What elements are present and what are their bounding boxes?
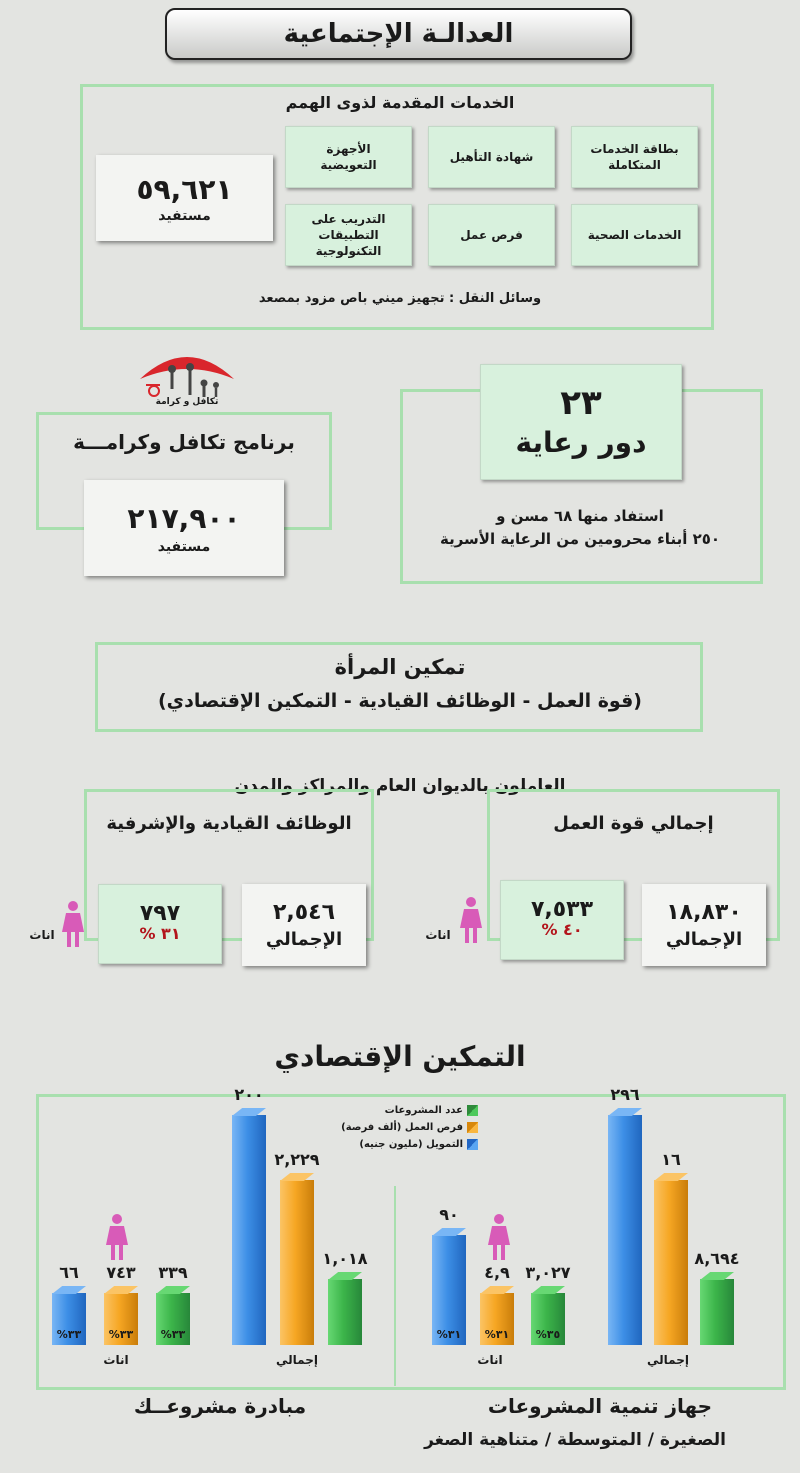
leadership-female-value: ٧٩٧ — [139, 901, 181, 926]
workforce-female-icon — [458, 896, 484, 944]
title-banner — [165, 8, 632, 60]
service-tech-training: التدريب على التطبيقات التكنولوجية — [285, 204, 412, 266]
bar-total-series-1 — [280, 1180, 314, 1345]
bar-face — [280, 1180, 314, 1345]
takaful-logo — [132, 345, 242, 413]
takaful-logo-text: تكافل و كرامة — [155, 397, 219, 407]
leadership-title: الوظائف القيادية والإشرفية — [106, 813, 352, 834]
transport-note: وسائل النقل : تجهيز ميني باص مزود بمصعد — [258, 291, 542, 306]
bar-face — [232, 1115, 266, 1345]
bar-female-pct: ٣٣% — [56, 1328, 82, 1341]
bar-total-series-2 — [608, 1115, 642, 1345]
services-beneficiaries-label: مستفيد — [158, 207, 211, 224]
chart-msme-female-icon — [486, 1212, 512, 1262]
workforce-female-box — [500, 880, 624, 960]
bar-value-label: ٦٦ — [59, 1263, 79, 1282]
women-subheading: (قوة العمل - الوظائف القيادية - التمكين الإقتصادي) — [158, 690, 642, 712]
bar-female-pct: ٣١% — [484, 1328, 510, 1341]
bar-value-label: ٢,٢٢٩ — [274, 1150, 320, 1169]
bar-female-series-0 — [156, 1293, 190, 1345]
takaful-program-label: برنامج تكافل وكرامـــة — [73, 430, 295, 454]
workforce-title: إجمالي قوة العمل — [553, 813, 714, 834]
bar-value-label: ٣,٠٢٧ — [525, 1263, 571, 1282]
workforce-female-label: اناث — [425, 928, 451, 942]
bar-female-pct: ٣٣% — [160, 1328, 186, 1341]
women-heading: تمكين المرأة — [334, 655, 466, 679]
category-label-0: إجمالي — [647, 1353, 689, 1367]
bar-female-pct: ٣٥% — [535, 1328, 561, 1341]
chart-mashrouak-title: مبادرة مشروعــك — [133, 1394, 307, 1418]
bar-value-label: ٣٣٩ — [158, 1263, 188, 1282]
bar-female-series-2 — [52, 1293, 86, 1345]
workforce-total-box — [642, 884, 766, 966]
chart-msme-subtitle: الصغيرة / المتوسطة / متناهية الصغر — [424, 1430, 726, 1450]
workers-caption: العاملون بالديوان العام والمراكز والمدن — [234, 776, 566, 796]
bar-face — [700, 1279, 734, 1345]
category-label-1: اناث — [103, 1353, 129, 1367]
leadership-total-box — [242, 884, 366, 966]
service-rehab-certificate: شهادة التأهيل — [428, 126, 555, 188]
chart-msme-agency — [400, 1085, 780, 1385]
workforce-female-pct: ٤٠ % — [541, 920, 583, 939]
takaful-value-label: مستفيد — [157, 538, 211, 555]
bar-value-label: ١٦ — [661, 1150, 681, 1169]
bar-female-pct: ٣٣% — [108, 1328, 134, 1341]
bar-face — [328, 1279, 362, 1345]
legend-item-jobs: فرص العمل (ألف فرصة) — [318, 1119, 478, 1136]
care-note-line2: ٢٥٠ أبناء محرومين من الرعاية الأسرية — [439, 530, 721, 548]
takaful-value: ٢١٧,٩٠٠ — [127, 501, 241, 535]
care-count: ٢٣ — [560, 383, 602, 423]
bar-total-series-0 — [700, 1279, 734, 1345]
chart-mashrouak-female-icon — [104, 1212, 130, 1262]
legend-item-projects: عدد المشروعات — [318, 1102, 478, 1119]
bar-value-label: ٧٤٣ — [106, 1263, 136, 1282]
bar-female-series-2 — [432, 1235, 466, 1345]
bar-value-label: ٩٠ — [439, 1205, 459, 1224]
chart-msme-title: جهاز تنمية المشروعات — [487, 1394, 713, 1418]
bar-value-label: ١,٠١٨ — [322, 1249, 368, 1268]
category-label-0: إجمالي — [276, 1353, 318, 1367]
service-jobs: فرص عمل — [428, 204, 555, 266]
page-title: العدالـة الإجتماعية — [283, 19, 514, 49]
services-beneficiaries-box — [96, 155, 273, 241]
chart-mashrouak — [40, 1085, 390, 1385]
leadership-total-value: ٢,٥٤٦ — [272, 900, 336, 925]
care-label: دور رعاية — [515, 426, 647, 459]
workforce-total-value: ١٨,٨٣٠ — [666, 900, 742, 925]
legend-item-funding: التمويل (مليون جنيه) — [318, 1136, 478, 1153]
bar-total-series-2 — [232, 1115, 266, 1345]
leadership-female-box — [98, 884, 222, 964]
service-prosthetics: الأجهزة التعويضية — [285, 126, 412, 188]
takaful-value-box — [84, 480, 284, 576]
leadership-female-pct: ٣١ % — [139, 924, 181, 943]
bar-face — [608, 1115, 642, 1345]
bar-value-label: ٢٩٦ — [610, 1085, 640, 1104]
bar-female-pct: ٣١% — [436, 1328, 462, 1341]
bar-value-label: ٢٠٠ — [234, 1085, 264, 1104]
leadership-total-label: الإجمالي — [265, 929, 343, 950]
service-health: الخدمات الصحية — [571, 204, 698, 266]
bar-total-series-1 — [654, 1180, 688, 1345]
bar-female-series-1 — [480, 1293, 514, 1345]
care-box — [480, 364, 682, 480]
services-heading: الخدمات المقدمة لذوى الهمم — [285, 93, 515, 112]
bar-value-label: ٤,٩ — [484, 1263, 510, 1282]
service-integrated-card: بطاقة الخدمات المتكاملة — [571, 126, 698, 188]
economic-heading: التمكين الإقتصادي — [274, 1040, 526, 1073]
bar-female-series-1 — [104, 1293, 138, 1345]
bar-face — [654, 1180, 688, 1345]
bar-female-series-0 — [531, 1293, 565, 1345]
bar-value-label: ٨,٦٩٤ — [694, 1249, 740, 1268]
leadership-female-label: اناث — [29, 928, 55, 942]
care-note-line1: استفاد منها ٦٨ مسن و — [496, 507, 664, 525]
category-label-1: اناث — [477, 1353, 503, 1367]
leadership-female-icon — [60, 900, 86, 948]
bar-total-series-0 — [328, 1279, 362, 1345]
workforce-female-value: ٧,٥٣٣ — [530, 897, 594, 922]
economic-divider — [394, 1186, 396, 1386]
workforce-total-label: الإجمالي — [665, 929, 743, 950]
services-beneficiaries-value: ٥٩,٦٢١ — [136, 172, 233, 206]
